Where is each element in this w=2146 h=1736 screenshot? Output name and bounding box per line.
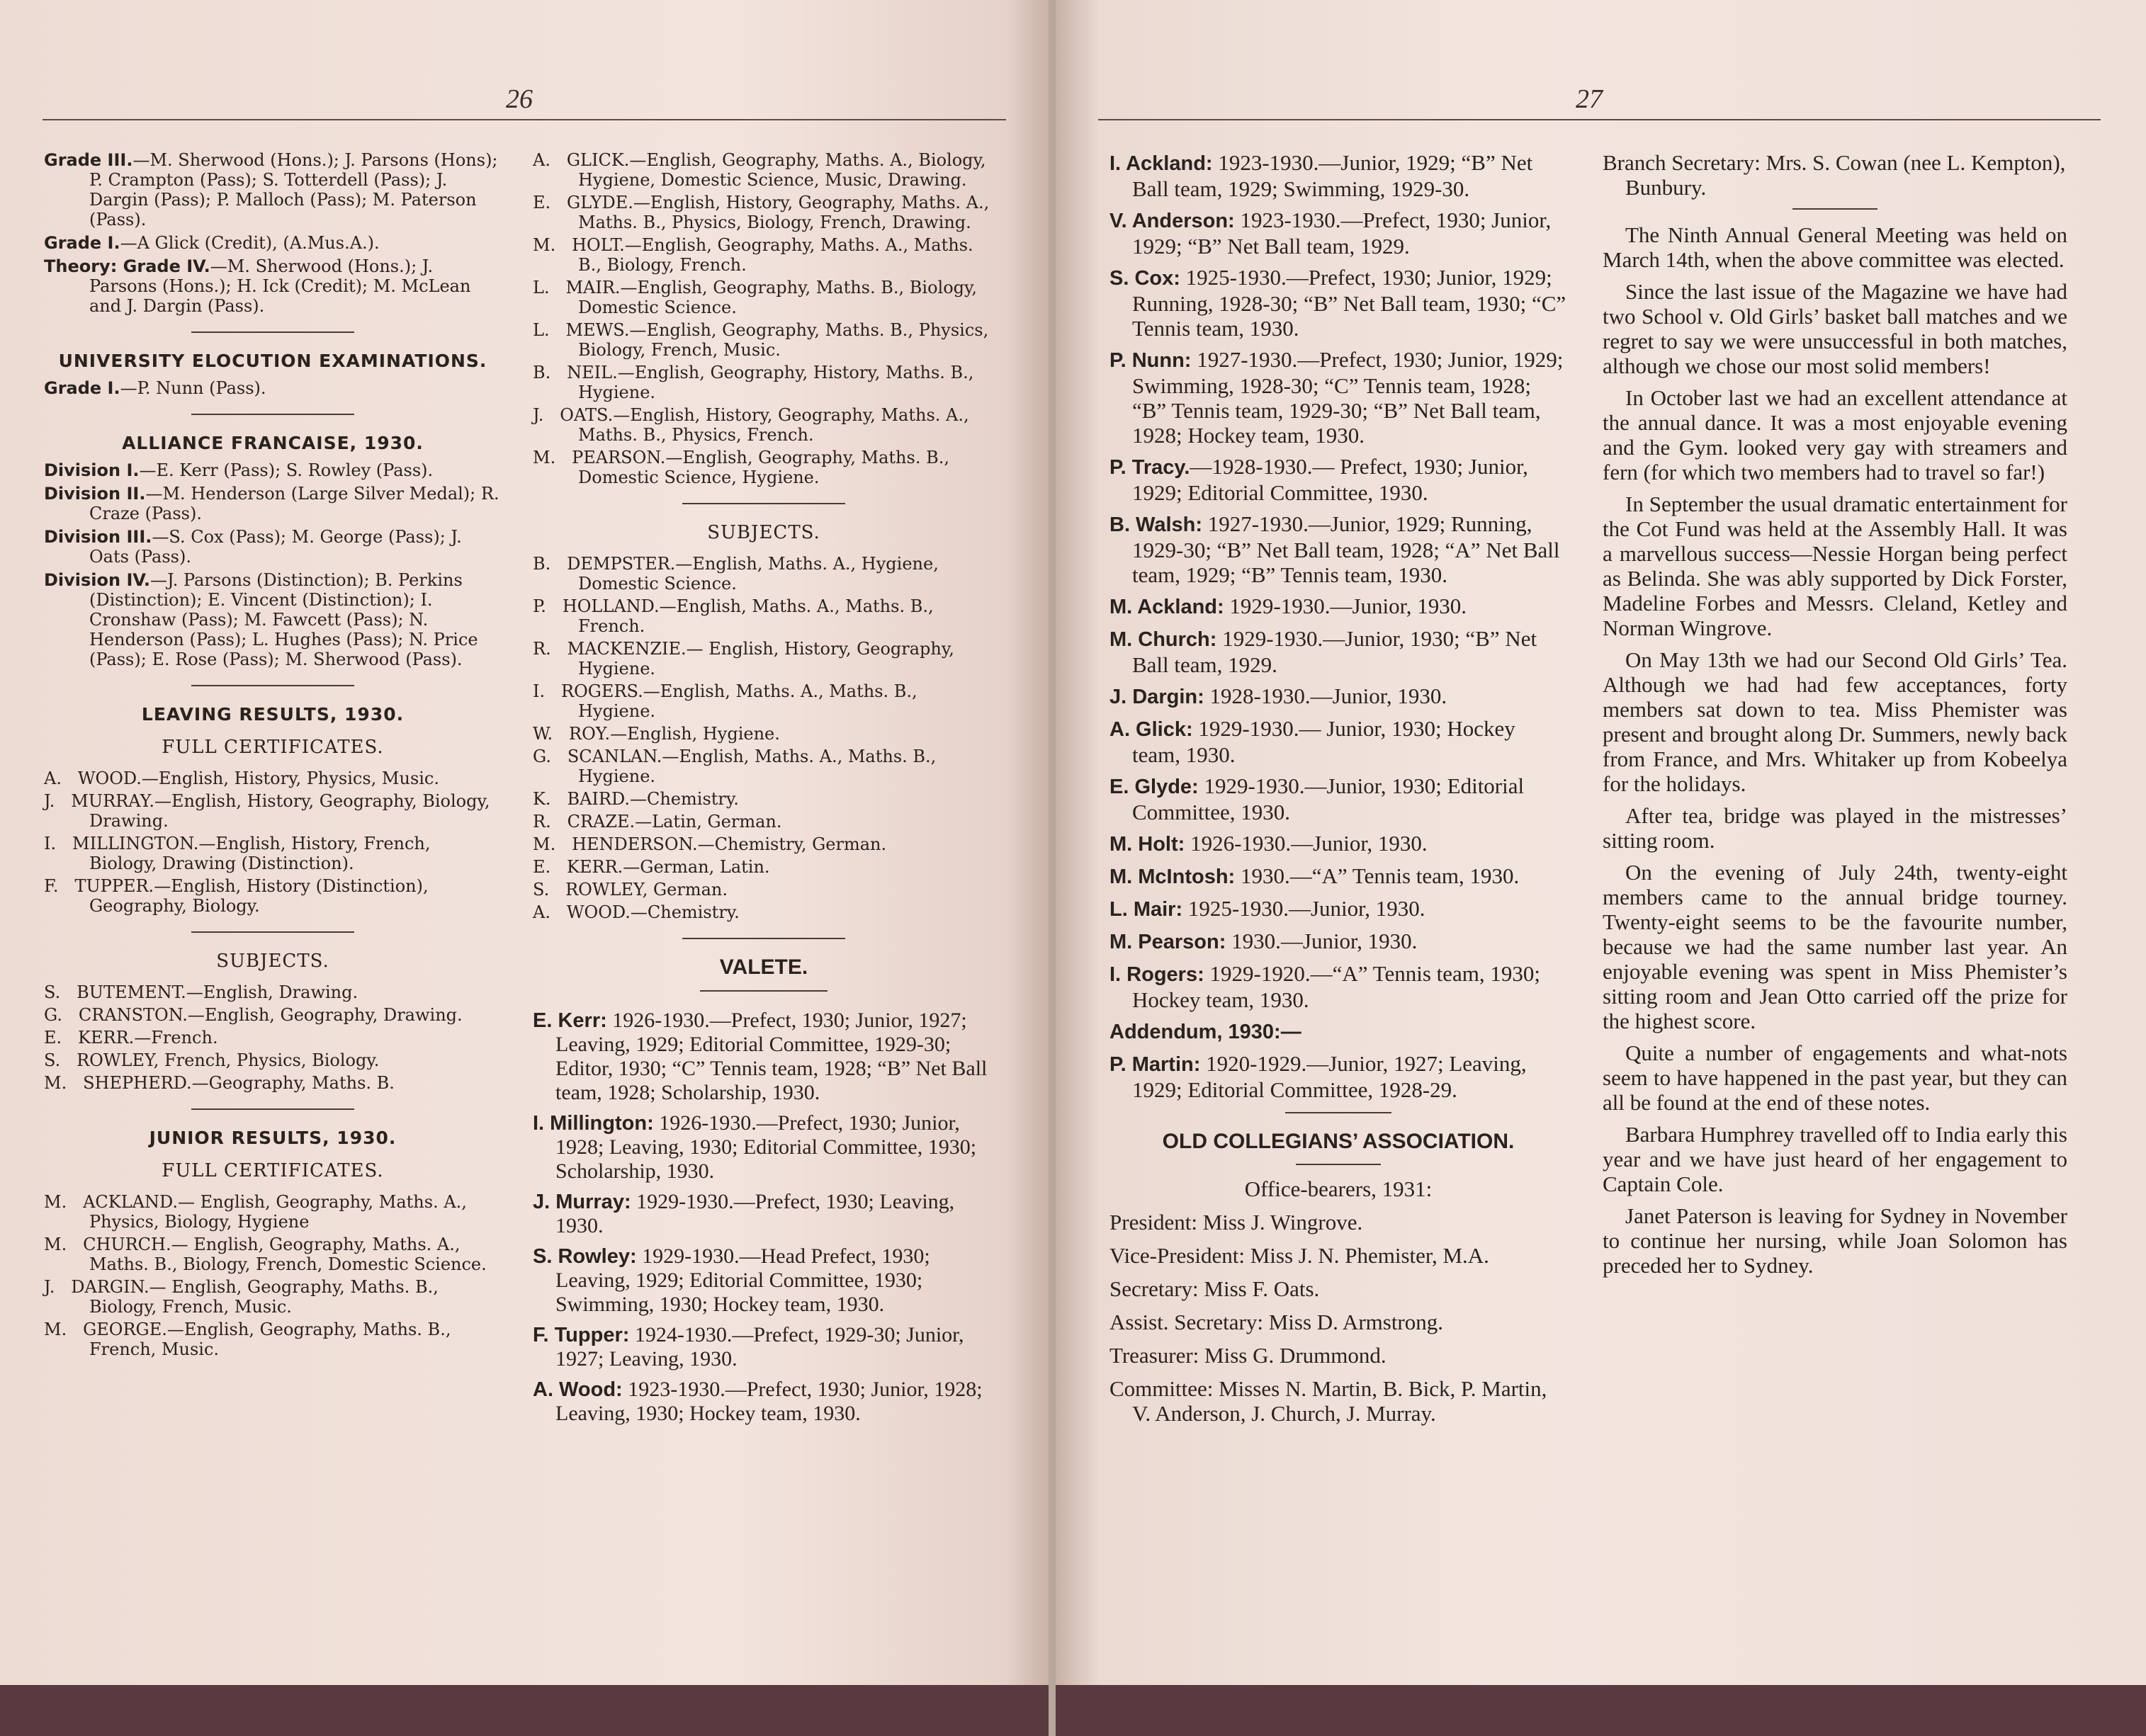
left-column-1 <box>44 150 502 1362</box>
valete-entry: S. Cox: 1925-1930.—Prefect, 1930; Junior, 1929; Running, 1928-30; “B” Net Ball team, 1930; “C” Tennis team, 1930. <box>1109 265 1566 341</box>
division-4: Division IV.—J. Parsons (Distinction); B. Perkins (Distinction); E. Vincent (Distinction); I. Cronshaw (Pass); M. Fawcett (Pass); N. Henderson (Pass); L. Hughes (Pass); N. Price (Pass); E. Rose (Pass); M. Sherwood (Pass). <box>44 570 478 669</box>
officer-line: Committee: Misses N. Martin, B. Bick, P. Martin, V. Anderson, J. Church, J. Murray. <box>1109 1376 1547 1426</box>
left-page <box>0 0 1049 1736</box>
section-heading: UNIVERSITY ELOCUTION EXAMINATIONS. <box>58 351 487 371</box>
valete-entry: V. Anderson: 1923-1930.—Prefect, 1930; Junior, 1929; “B” Net Ball team, 1929. <box>1109 208 1552 259</box>
association-heading: OLD COLLEGIANS’ ASSOCIATION. <box>1162 1130 1515 1153</box>
list-item: M. CHURCH.— English, Geography, Maths. A., Maths. B., Biology, French, Domestic Science. <box>44 1235 487 1274</box>
list-item: F. TUPPER.—English, History (Distinction), Geography, Biology. <box>44 876 429 916</box>
music-grade-1: Grade I.—A Glick (Credit), (A.Mus.A.). <box>44 233 380 253</box>
paragraph: Janet Paterson is leaving for Sydney in November to continue her nursing, while Joan Solomon has preceded her to Sydney. <box>1603 1203 2067 1278</box>
list-item: M. SHEPHERD.—Geography, Maths. B. <box>44 1073 395 1093</box>
paragraph: Quite a number of engagements and what-nots seem to have happened in the past year, but they can all be found at the end of these notes. <box>1603 1040 2067 1115</box>
paragraph: After tea, bridge was played in the mistresses’ sitting room. <box>1603 803 2067 853</box>
list-item: J. MURRAY.—English, History, Geography, Biology, Drawing. <box>44 791 490 831</box>
divider <box>1296 1164 1381 1165</box>
valete-entry: M. Pearson: 1930.—Junior, 1930. <box>1109 929 1418 953</box>
valete-entry: E. Glyde: 1929-1930.—Junior, 1930; Editorial Committee, 1930. <box>1109 773 1525 824</box>
divider <box>191 331 354 333</box>
list-item: B. NEIL.—English, Geography, History, Maths. B., Hygiene. <box>533 363 974 402</box>
divider <box>191 685 354 686</box>
division-1: Division I.—E. Kerr (Pass); S. Rowley (Pass). <box>44 460 434 480</box>
valete-entry: S. Rowley: 1929-1930.—Head Prefect, 1930; Leaving, 1929; Editorial Committee, 1930; Swimming, 1930; Hockey team, 1930. <box>533 1244 930 1316</box>
divider <box>1285 1112 1391 1113</box>
sub-heading: SUBJECTS. <box>216 951 329 972</box>
division-3: Division III.—S. Cox (Pass); M. George (Pass); J. Oats (Pass). <box>44 527 462 567</box>
list-item: E. GLYDE.—English, History, Geography, Maths. A., Maths. B., Physics, Biology, French, Drawing. <box>533 193 990 232</box>
valete-entry: E. Kerr: 1926-1930.—Prefect, 1930; Junior, 1927; Leaving, 1929; Editorial Committee, 1929-30; Editor, 1930; “C” Tennis team, 1928; “B” Net Ball team, 1928; Scholarship, 1930. <box>533 1009 988 1104</box>
page-number: 27 <box>1576 84 1603 114</box>
list-item: R. CRAZE.—Latin, German. <box>533 812 782 832</box>
valete-entry: P. Tracy.—1928-1930.— Prefect, 1930; Junior, 1929; Editorial Committee, 1930. <box>1109 454 1528 505</box>
list-item: S. BUTEMENT.—English, Drawing. <box>44 982 358 1002</box>
valete-entry: M. Ackland: 1929-1930.—Junior, 1930. <box>1109 594 1467 618</box>
divider <box>700 990 828 992</box>
list-item: M. HOLT.—English, Geography, Maths. A., Maths. B., Biology, French. <box>533 235 973 275</box>
list-item: I. MILLINGTON.—English, History, French, Biology, Drawing (Distinction). <box>44 834 431 873</box>
valete-entry: M. Holt: 1926-1930.—Junior, 1930. <box>1109 831 1428 856</box>
page-header-rule <box>1098 105 2101 120</box>
valete-entry: P. Nunn: 1927-1930.—Prefect, 1930; Junior, 1929; Swimming, 1928-30; “C” Tennis team, 1928; “B” Tennis team, 1929-30; “B” Net Ball team, 1928; Hockey team, 1930. <box>1109 347 1564 448</box>
list-item: M. ACKLAND.— English, Geography, Maths. A., Physics, Biology, Hygiene <box>44 1192 467 1232</box>
paragraph: Since the last issue of the Magazine we have had two School v. Old Girls’ basket ball matches and we regret to say we were unsuccessful in both matches, although we chose our most solid members! <box>1603 279 2067 378</box>
music-theory: Theory: Grade IV.—M. Sherwood (Hons.); J. Parsons (Hons.); H. Ick (Credit); M. McLean and J. Dargin (Pass). <box>44 256 471 316</box>
section-heading: LEAVING RESULTS, 1930. <box>141 704 405 725</box>
sub-heading: FULL CERTIFICATES. <box>162 737 384 758</box>
addendum-label: Addendum, 1930:— <box>1109 1021 1301 1043</box>
list-item: E. KERR.—German, Latin. <box>533 857 770 877</box>
valete-entry: B. Walsh: 1927-1930.—Junior, 1929; Running, 1929-30; “B” Net Ball team, 1928; “A” Net Ball team, 1929; “B” Tennis team, 1930. <box>1109 511 1560 587</box>
list-item: M. GEORGE.—English, Geography, Maths. B., French, Music. <box>44 1320 451 1359</box>
list-item: B. DEMPSTER.—English, Maths. A., Hygiene, Domestic Science. <box>533 554 939 594</box>
valete-entry: J. Murray: 1929-1930.—Prefect, 1930; Leaving, 1930. <box>533 1190 955 1237</box>
paragraph: In October last we had an excellent attendance at the annual dance. It was a most enjoyable evening and the Gym. looked very gay with streamers and fern (for which two members had to travel so far!) <box>1603 385 2067 484</box>
officer-line: Vice-President: Miss J. N. Phemister, M.A. <box>1109 1243 1489 1268</box>
list-item: A. GLICK.—English, Geography, Maths. A., Biology, Hygiene, Domestic Science, Music, Drawing. <box>533 150 986 190</box>
office-bearers-heading: Office-bearers, 1931: <box>1244 1176 1433 1201</box>
valete-entry: I. Rogers: 1929-1920.—“A” Tennis team, 1930; Hockey team, 1930. <box>1109 961 1540 1012</box>
list-item: R. MACKENZIE.— English, History, Geography, Hygiene. <box>533 639 954 679</box>
divider <box>191 414 354 415</box>
list-item: A. WOOD.—English, History, Physics, Music. <box>44 768 439 788</box>
officer-line: President: Miss J. Wingrove. <box>1109 1210 1363 1235</box>
section-heading: ALLIANCE FRANCAISE, 1930. <box>122 433 424 453</box>
right-column-1 <box>1109 150 1567 1434</box>
divider <box>682 503 845 504</box>
elocution-grade-1: Grade I.—P. Nunn (Pass). <box>44 378 266 398</box>
bottom-binding <box>0 1685 1049 1736</box>
section-heading: JUNIOR RESULTS, 1930. <box>149 1128 397 1148</box>
page-number: 26 <box>506 84 533 114</box>
list-item: K. BAIRD.—Chemistry. <box>533 789 739 809</box>
list-item: A. WOOD.—Chemistry. <box>533 902 740 922</box>
list-item: G. SCANLAN.—English, Maths. A., Maths. B., Hygiene. <box>533 747 937 786</box>
valete-entry: I. Millington: 1926-1930.—Prefect, 1930; Junior, 1928; Leaving, 1930; Editorial Committee, 1930; Scholarship, 1930. <box>533 1111 977 1183</box>
list-item: I. ROGERS.—English, Maths. A., Maths. B., Hygiene. <box>533 681 917 721</box>
page-header-rule <box>43 105 1006 120</box>
list-item: P. HOLLAND.—English, Maths. A., Maths. B., French. <box>533 596 934 636</box>
valete-heading: VALETE. <box>719 955 808 979</box>
valete-entry: F. Tupper: 1924-1930.—Prefect, 1929-30; Junior, 1927; Leaving, 1930. <box>533 1323 964 1371</box>
bottom-binding <box>1056 1685 2146 1736</box>
divider <box>682 938 845 939</box>
right-page <box>1056 0 2146 1736</box>
valete-list <box>533 1009 995 1426</box>
paragraph: In September the usual dramatic entertainment for the Cot Fund was held at the Assembly Hall. It was a marvellous success—Nessie Horgan being perfect as Belinda. She was ably supported by Dick Forster, Madeline Forbes and Messrs. Cleland, Ketley and Norman Wingrove. <box>1603 492 2067 640</box>
paragraph: The Ninth Annual General Meeting was held on March 14th, when the above committee was elected. <box>1603 222 2067 272</box>
valete-entry: M. Church: 1929-1930.—Junior, 1930; “B” Net Ball team, 1929. <box>1109 626 1537 677</box>
branch-secretary: Branch Secretary: Mrs. S. Cowan (nee L. Kempton), Bunbury. <box>1603 150 2066 200</box>
list-item: M. HENDERSON.—Chemistry, German. <box>533 834 887 854</box>
list-item: S. ROWLEY, German. <box>533 880 728 900</box>
valete-entry: I. Ackland: 1923-1930.—Junior, 1929; “B” Net Ball team, 1929; Swimming, 1929-30. <box>1109 150 1533 201</box>
paragraph: On May 13th we had our Second Old Girls’ Tea. Although we had had few acceptances, forty members sat down to tea. Miss Phemister was present and brought along Dr. Summers, newly back from France, and Mrs. Whitaker up from Kobeelya for the holidays. <box>1603 647 2067 796</box>
list-item: L. MAIR.—English, Geography, Maths. B., Biology, Domestic Science. <box>533 278 978 317</box>
list-item: J. OATS.—English, History, Geography, Maths. A., Maths. B., Physics, French. <box>533 405 969 445</box>
left-column-2 <box>533 150 995 1432</box>
officer-line: Treasurer: Miss G. Drummond. <box>1109 1343 1387 1368</box>
valete-entry: P. Martin: 1920-1929.—Junior, 1927; Leaving, 1929; Editorial Committee, 1928-29. <box>1109 1051 1527 1102</box>
list-item: G. CRANSTON.—English, Geography, Drawing. <box>44 1005 463 1025</box>
list-item: E. KERR.—French. <box>44 1028 218 1048</box>
valete-entry: A. Wood: 1923-1930.—Prefect, 1930; Junior, 1928; Leaving, 1930; Hockey team, 1930. <box>533 1378 983 1425</box>
right-column-2 <box>1603 150 2067 1285</box>
music-grade-3: Grade III.—M. Sherwood (Hons.); J. Parsons (Hons); P. Crampton (Pass); S. Totterdell (Pass); J. Dargin (Pass); P. Malloch (Pass); M. Paterson (Pass). <box>44 150 498 229</box>
sub-heading: FULL CERTIFICATES. <box>162 1160 384 1181</box>
list-item: W. ROY.—English, Hygiene. <box>533 724 780 744</box>
divider <box>1792 208 1877 210</box>
valete-entry: L. Mair: 1925-1930.—Junior, 1930. <box>1109 896 1425 921</box>
list-item: S. ROWLEY, French, Physics, Biology. <box>44 1050 380 1070</box>
sub-heading: SUBJECTS. <box>707 522 820 543</box>
valete-entry: J. Dargin: 1928-1930.—Junior, 1930. <box>1109 683 1447 708</box>
officer-line: Secretary: Miss F. Oats. <box>1109 1276 1320 1301</box>
paragraph: Barbara Humphrey travelled off to India early this year and we have just heard of her engagement to Captain Cole. <box>1603 1122 2067 1196</box>
division-2: Division II.—M. Henderson (Large Silver Medal); R. Craze (Pass). <box>44 484 499 523</box>
divider <box>191 1108 354 1110</box>
list-item: J. DARGIN.— English, Geography, Maths. B., Biology, French, Music. <box>44 1277 439 1317</box>
list-item: M. PEARSON.—English, Geography, Maths. B., Domestic Science, Hygiene. <box>533 448 949 487</box>
divider <box>191 931 354 933</box>
valete-entry: M. McIntosh: 1930.—“A” Tennis team, 1930. <box>1109 863 1520 888</box>
list-item: L. MEWS.—English, Geography, Maths. B., Physics, Biology, French, Music. <box>533 320 989 360</box>
officer-line: Assist. Secretary: Miss D. Armstrong. <box>1109 1310 1444 1334</box>
valete-entry: A. Glick: 1929-1930.— Junior, 1930; Hockey team, 1930. <box>1109 716 1515 767</box>
paragraph: On the evening of July 24th, twenty-eight members came to the annual bridge tourney. Twenty-eight seems to be the favourite number, because we had the same number last year. An enjoyable evening was spent in Miss Phemister’s sitting room and Jean Otto carried off the prize for the highest score. <box>1603 860 2067 1033</box>
